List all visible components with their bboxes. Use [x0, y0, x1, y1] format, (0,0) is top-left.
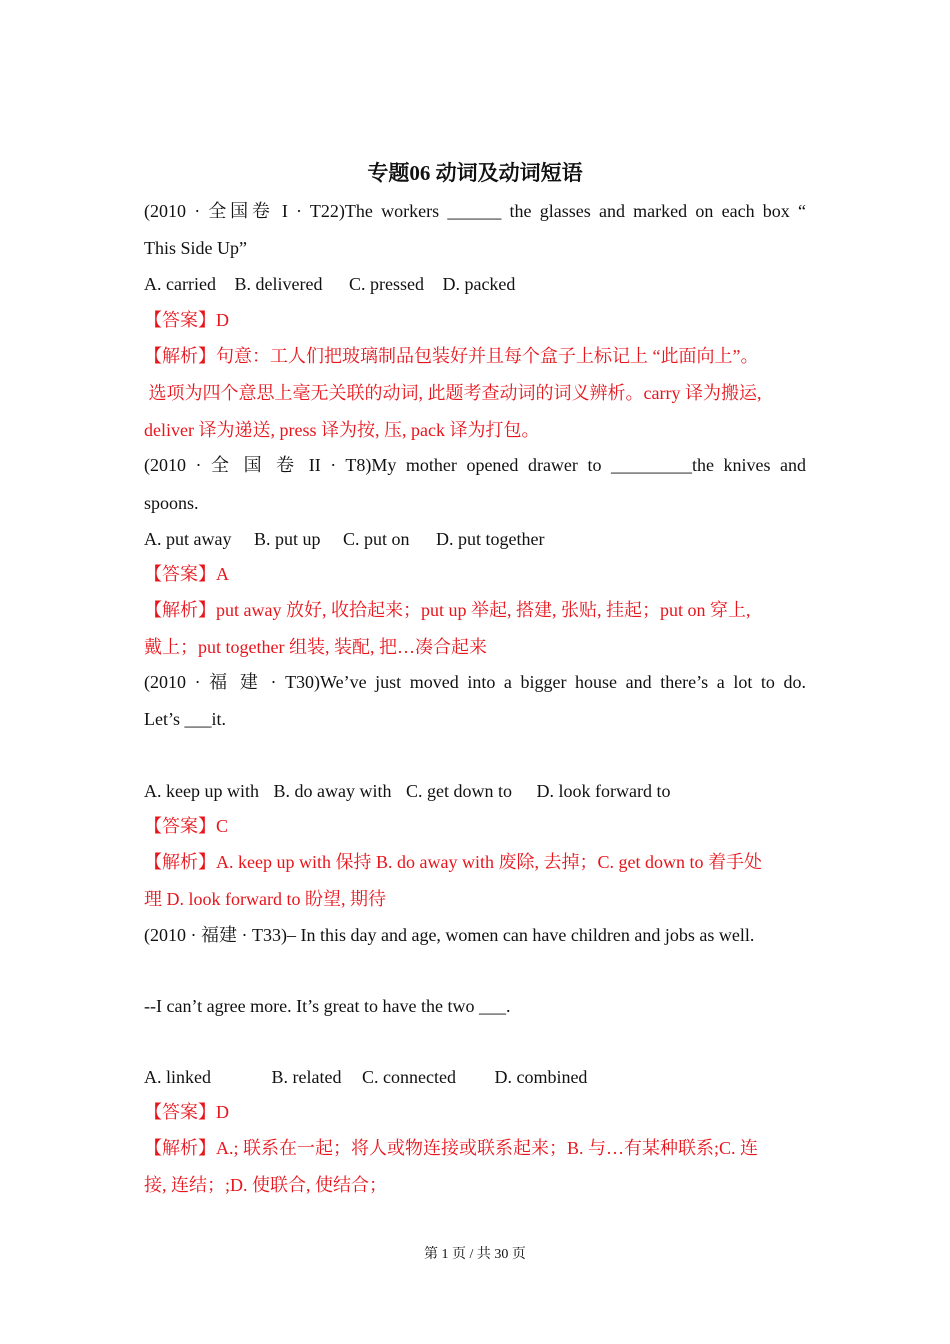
- q1-option-d: D. packed: [442, 274, 516, 294]
- q3-answer: 【答案】C: [144, 816, 229, 836]
- q3-analysis-line1: 【解析】A. keep up with 保持 B. do away with 废除, 去掉；C. get down to 着手处: [144, 852, 762, 872]
- q2-answer: 【答案】A: [144, 564, 229, 584]
- q4-stem-line1: (2010 · 福建 · T33)– In this day and age, women can have children and jobs as well.: [144, 925, 755, 945]
- page-footer: 第 1 页 / 共 30 页: [424, 1247, 526, 1262]
- q2-option-b: B. put up: [253, 529, 321, 549]
- q3-analysis-line2: 理 D. look forward to 盼望, 期待: [144, 889, 386, 909]
- q2-option-d: D. put together: [436, 529, 545, 549]
- q4-option-b: B. related: [271, 1067, 342, 1087]
- q1-option-a: A. carried: [144, 274, 216, 294]
- q3-option-c: C. get down to: [405, 781, 512, 801]
- q4-analysis-line2: 接, 连结；;D. 使联合, 使结合；: [144, 1175, 387, 1195]
- q2-stem-line1: (2010 · 全 国 卷 II · T8)My mother opened drawer to _________the knives and: [144, 455, 806, 475]
- q2-stem-line2: spoons.: [144, 493, 199, 513]
- q1-analysis-line3: deliver 译为递送, press 译为按, 压, pack 译为打包。: [144, 420, 540, 440]
- q1-answer: 【答案】D: [144, 310, 229, 330]
- q4-option-d: D. combined: [494, 1067, 588, 1087]
- q4-stem-line2: --I can’t agree more. It’s great to have the two ___.: [144, 996, 511, 1016]
- page-title: 专题06 动词及动词短语: [367, 161, 583, 185]
- q1-option-c: C. pressed: [348, 274, 424, 294]
- q3-stem-line1: (2010 · 福 建 · T30)We’ve just moved into a bigger house and there’s a lot to do.: [144, 672, 806, 692]
- q3-stem-line2: Let’s ___it.: [144, 709, 226, 729]
- q1-analysis-line2: 选项为四个意思上毫无关联的动词, 此题考查动词的词义辨析。carry 译为搬运,: [144, 383, 762, 403]
- q1-stem-line2: This Side Up”: [144, 238, 247, 258]
- q3-option-a: A. keep up with: [144, 781, 259, 801]
- q1-analysis-line1: 【解析】句意：工人们把玻璃制品包装好并且每个盒子上标记上 “此面向上”。: [144, 346, 759, 366]
- q4-options: [144, 1064, 806, 1090]
- q1-stem-line1: (2010 · 全国卷 I · T22)The workers ______ the glasses and marked on each box “: [144, 201, 806, 221]
- q1-options: [144, 271, 806, 297]
- q3-options: [144, 778, 806, 804]
- q3-option-b: B. do away with: [273, 781, 392, 801]
- q2-analysis-line1: 【解析】put away 放好, 收拾起来；put up 举起, 搭建, 张贴, 挂起；put on 穿上,: [144, 600, 751, 620]
- q4-answer: 【答案】D: [144, 1102, 229, 1122]
- q1-option-b: B. delivered: [234, 274, 323, 294]
- q2-analysis-line2: 戴上；put together 组装, 装配, 把…凑合起来: [144, 637, 487, 657]
- q2-option-c: C. put on: [343, 529, 410, 549]
- q4-option-c: C. connected: [361, 1067, 456, 1087]
- q2-options: [144, 526, 806, 552]
- q4-analysis-line1: 【解析】A.; 联系在一起；将人或物连接或联系起来；B. 与…有某种联系;C. 连: [144, 1138, 759, 1158]
- q3-option-d: D. look forward to: [536, 781, 671, 801]
- q4-option-a: A. linked: [144, 1067, 211, 1087]
- q2-option-a: A. put away: [144, 529, 232, 549]
